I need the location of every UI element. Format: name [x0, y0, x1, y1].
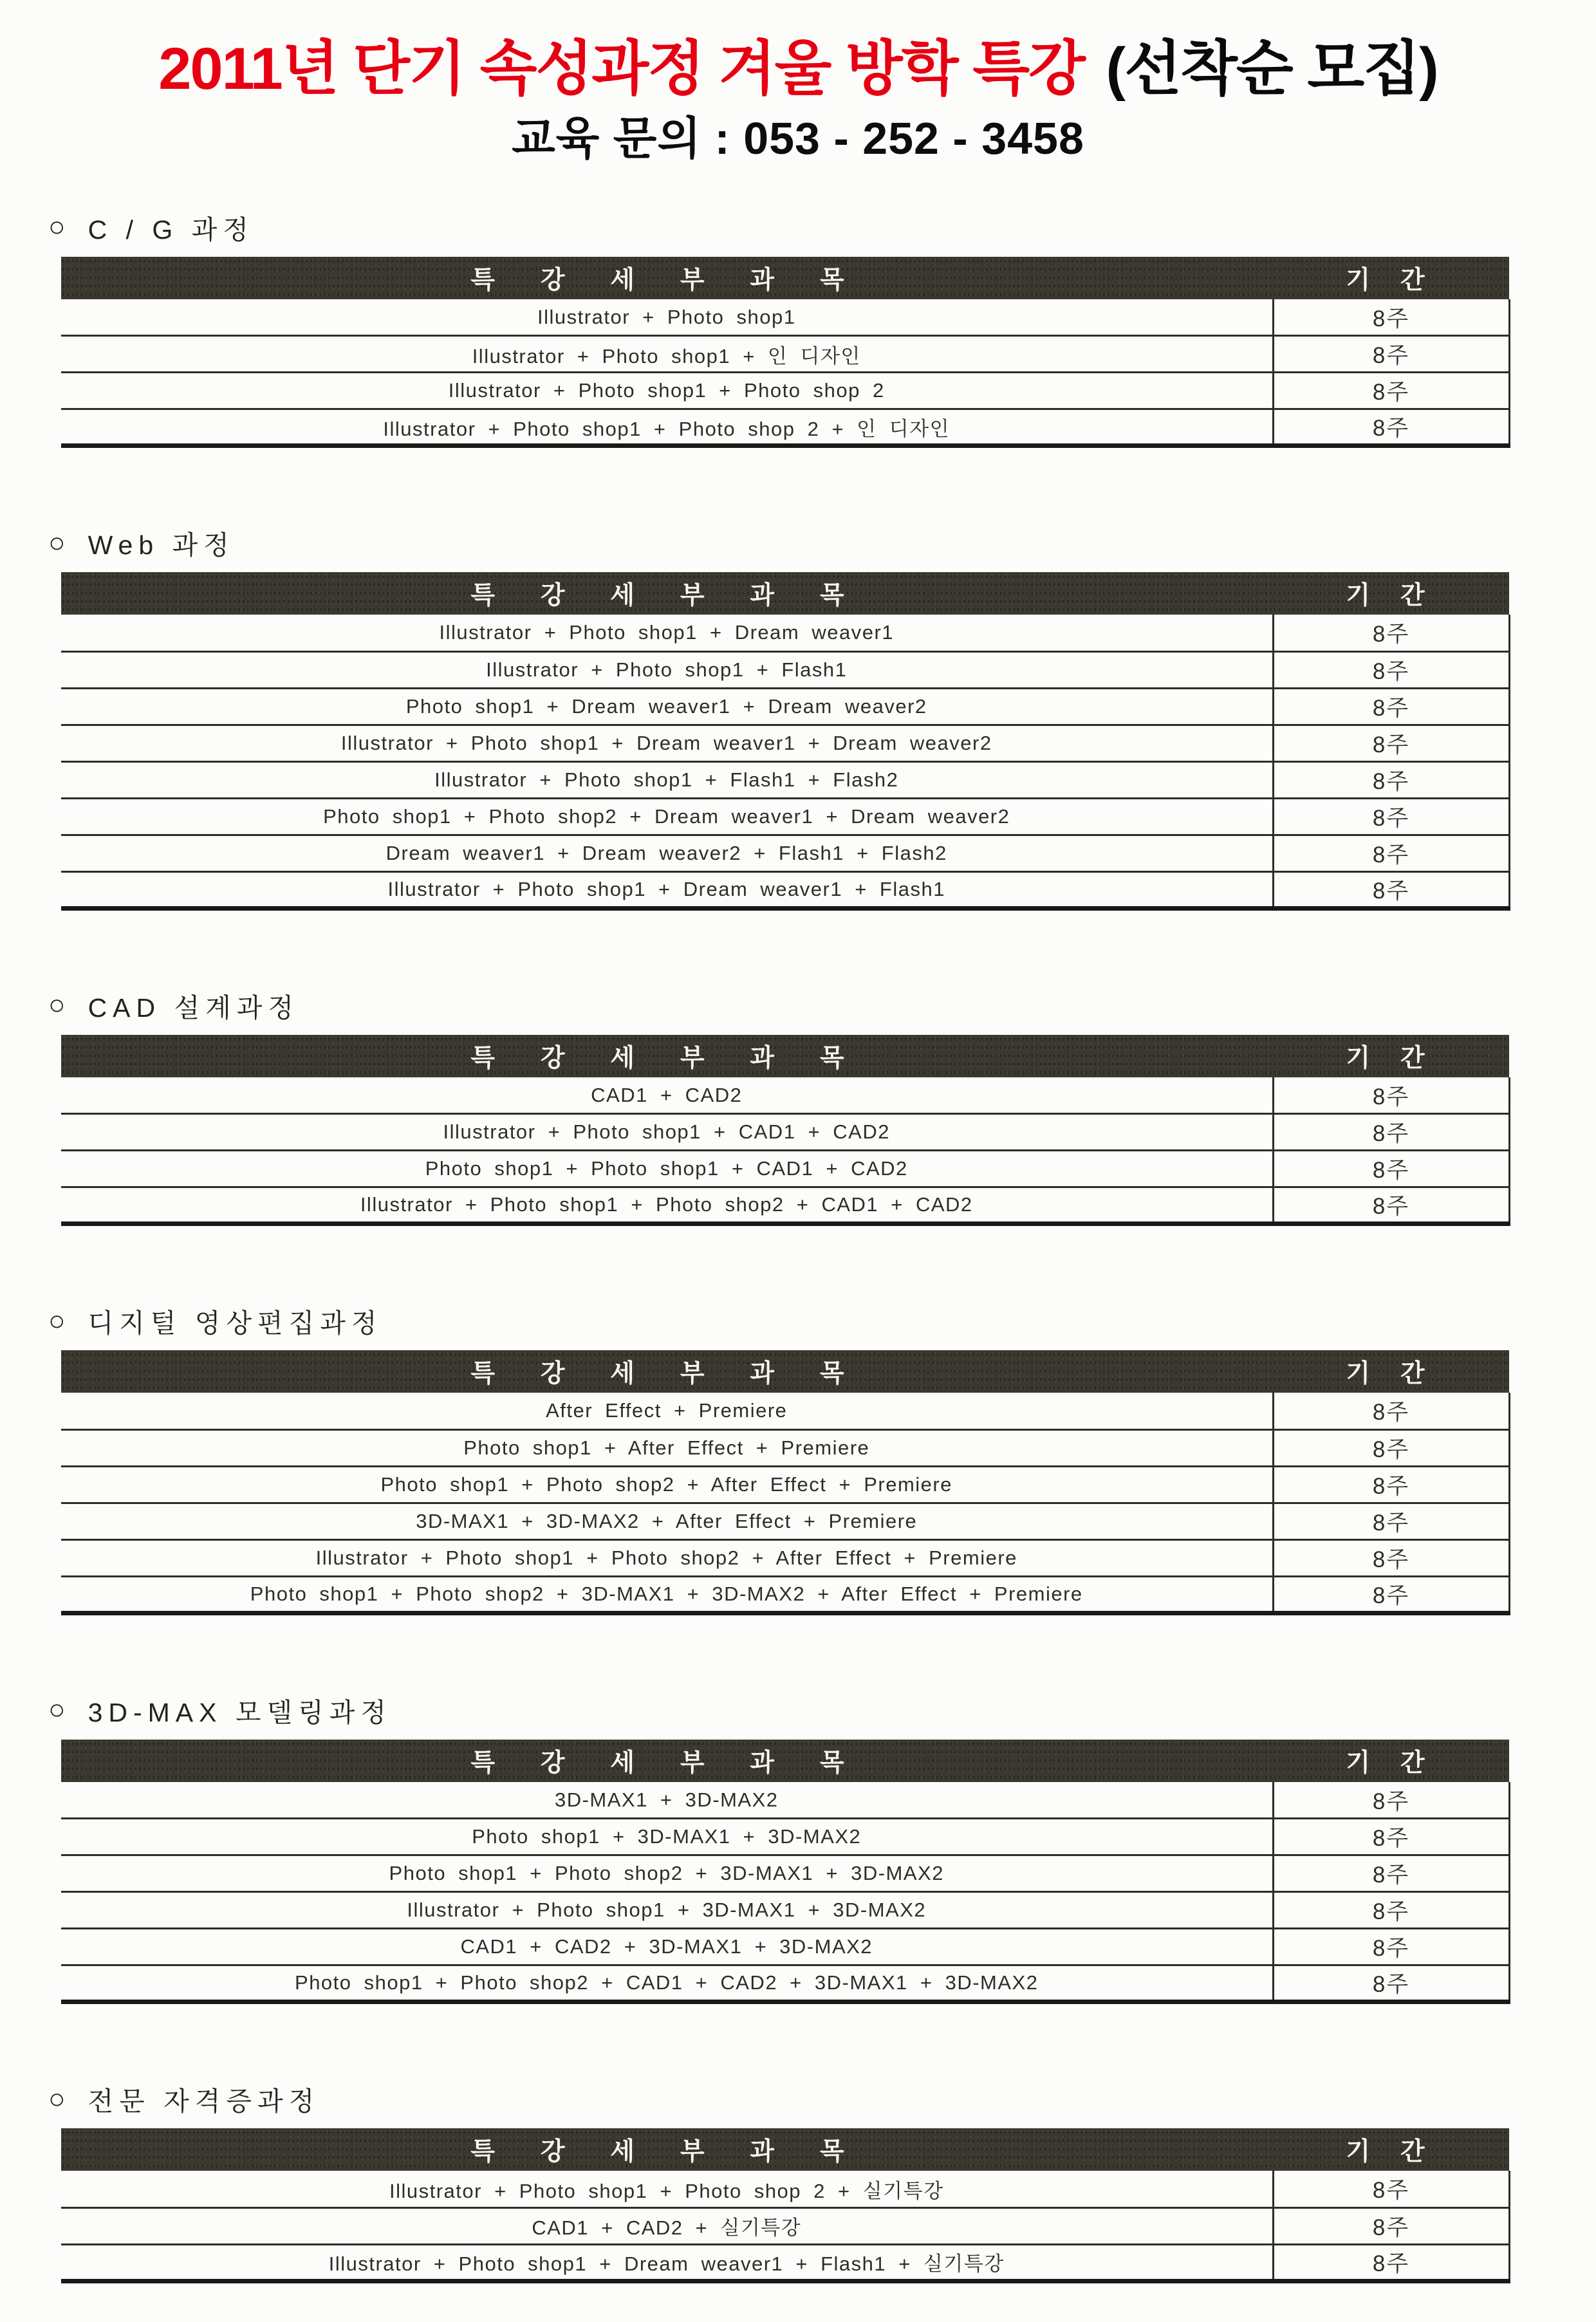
table-row — [61, 798, 1509, 835]
course-subject-cell: Illustrator + Photo shop1 + Flash1 — [61, 651, 1273, 688]
course-period-cell: 8주 — [1273, 1151, 1509, 1187]
table-row — [61, 2244, 1509, 2281]
page-title-black-text: (선착순 모집) — [1106, 36, 1438, 102]
course-table-body — [61, 1782, 1509, 2002]
course-subject-cell: Illustrator + Photo shop1 + Dream weaver1 — [61, 615, 1273, 651]
course-subject-cell: Illustrator + Photo shop1 + Photo shop 2 — [61, 373, 1273, 409]
circle-bullet-icon: ○ — [48, 1694, 71, 1726]
circle-bullet-icon: ○ — [48, 2083, 71, 2115]
table-header-row — [61, 1350, 1509, 1393]
table-row — [61, 2207, 1509, 2244]
course-subject-cell: Illustrator + Photo shop1 — [61, 299, 1273, 336]
table-row — [61, 835, 1509, 871]
course-subject-cell: Photo shop1 + Dream weaver1 + Dream weaver2 — [61, 688, 1273, 725]
course-period-cell: 8주 — [1273, 761, 1509, 798]
table-row — [61, 1819, 1509, 1855]
course-table — [61, 1035, 1510, 1227]
course-subject-cell: Photo shop1 + After Effect + Premiere — [61, 1429, 1273, 1466]
table-row — [61, 1539, 1509, 1576]
course-table — [61, 1350, 1510, 1615]
course-section — [48, 209, 1535, 449]
section-heading — [48, 1691, 1535, 1729]
circle-bullet-icon: ○ — [48, 211, 71, 243]
course-sections-container — [0, 209, 1596, 2322]
course-subject-cell: After Effect + Premiere — [61, 1393, 1273, 1429]
course-table — [61, 1740, 1510, 2005]
column-header-subject: 특 강 세 부 과 목 — [61, 1035, 1273, 1077]
course-period-cell: 8주 — [1273, 651, 1509, 688]
table-header-row — [61, 572, 1509, 615]
course-period-cell: 8주 — [1273, 2244, 1509, 2281]
course-period-cell: 8주 — [1273, 1892, 1509, 1929]
course-period-cell: 8주 — [1273, 615, 1509, 651]
table-row — [61, 1114, 1509, 1151]
circle-bullet-icon: ○ — [48, 1305, 71, 1337]
column-header-subject: 특 강 세 부 과 목 — [61, 2128, 1273, 2171]
course-subject-cell: Photo shop1 + Photo shop1 + CAD1 + CAD2 — [61, 1151, 1273, 1187]
column-header-period: 기 간 — [1273, 257, 1509, 299]
course-subject-cell: Illustrator + Photo shop1 + Dream weaver1 + Flash1 + 실기특강 — [61, 2244, 1273, 2281]
column-header-subject: 특 강 세 부 과 목 — [61, 572, 1273, 615]
scanned-flyer-page — [0, 33, 1596, 2322]
column-header-period: 기 간 — [1273, 1740, 1509, 1782]
table-row — [61, 2171, 1509, 2207]
course-subject-cell: 3D-MAX1 + 3D-MAX2 + After Effect + Premiere — [61, 1503, 1273, 1539]
column-header-subject: 특 강 세 부 과 목 — [61, 1350, 1273, 1393]
table-row — [61, 1187, 1509, 1224]
course-subject-cell: Illustrator + Photo shop1 + Photo shop 2 + 실기특강 — [61, 2171, 1273, 2207]
course-period-cell: 8주 — [1273, 1429, 1509, 1466]
page-title — [0, 33, 1596, 104]
table-row — [61, 336, 1509, 373]
table-row — [61, 1929, 1509, 1965]
course-subject-cell: Illustrator + Photo shop1 + Dream weaver1 + Flash1 — [61, 871, 1273, 908]
course-period-cell: 8주 — [1273, 2171, 1509, 2207]
section-heading-label: 3D-MAX 모델링과정 — [88, 1697, 392, 1727]
course-subject-cell: Photo shop1 + 3D-MAX1 + 3D-MAX2 — [61, 1819, 1273, 1855]
course-subject-cell: Illustrator + Photo shop1 + 3D-MAX1 + 3D-MAX2 — [61, 1892, 1273, 1929]
course-subject-cell: Illustrator + Photo shop1 + Dream weaver1 + Dream weaver2 — [61, 725, 1273, 761]
table-header-row — [61, 1740, 1509, 1782]
course-period-cell: 8주 — [1273, 1819, 1509, 1855]
course-subject-cell: Photo shop1 + Photo shop2 + 3D-MAX1 + 3D-MAX2 — [61, 1855, 1273, 1892]
course-period-cell: 8주 — [1273, 299, 1509, 336]
course-period-cell: 8주 — [1273, 835, 1509, 871]
section-heading — [48, 209, 1535, 246]
table-row — [61, 1077, 1509, 1114]
table-row — [61, 725, 1509, 761]
column-header-period: 기 간 — [1273, 1350, 1509, 1393]
course-subject-cell: 3D-MAX1 + 3D-MAX2 — [61, 1782, 1273, 1819]
table-row — [61, 373, 1509, 409]
course-subject-cell: CAD1 + CAD2 + 실기특강 — [61, 2207, 1273, 2244]
table-row — [61, 1782, 1509, 1819]
course-table — [61, 2128, 1510, 2283]
course-subject-cell: Illustrator + Photo shop1 + Photo shop2 + After Effect + Premiere — [61, 1539, 1273, 1576]
section-heading-label: C / G 과정 — [88, 214, 254, 245]
course-subject-cell: Illustrator + Photo shop1 + Flash1 + Flash2 — [61, 761, 1273, 798]
table-row — [61, 1429, 1509, 1466]
course-period-cell: 8주 — [1273, 688, 1509, 725]
table-row — [61, 651, 1509, 688]
course-table-body — [61, 299, 1509, 446]
column-header-period: 기 간 — [1273, 1035, 1509, 1077]
table-row — [61, 1965, 1509, 2002]
course-section — [48, 1302, 1535, 1615]
course-section — [48, 987, 1535, 1227]
course-subject-cell: CAD1 + CAD2 — [61, 1077, 1273, 1114]
course-period-cell: 8주 — [1273, 1929, 1509, 1965]
course-table-body — [61, 615, 1509, 908]
course-period-cell: 8주 — [1273, 1077, 1509, 1114]
course-period-cell: 8주 — [1273, 1393, 1509, 1429]
table-row — [61, 1466, 1509, 1503]
course-period-cell: 8주 — [1273, 1503, 1509, 1539]
table-row — [61, 688, 1509, 725]
course-period-cell: 8주 — [1273, 1466, 1509, 1503]
section-heading-label: Web 과정 — [88, 530, 235, 561]
table-row — [61, 1855, 1509, 1892]
table-row — [61, 299, 1509, 336]
table-row — [61, 1576, 1509, 1613]
course-subject-cell: Dream weaver1 + Dream weaver2 + Flash1 + Flash2 — [61, 835, 1273, 871]
course-period-cell: 8주 — [1273, 409, 1509, 446]
course-period-cell: 8주 — [1273, 1187, 1509, 1224]
column-header-period: 기 간 — [1273, 572, 1509, 615]
course-period-cell: 8주 — [1273, 1855, 1509, 1892]
course-table — [61, 572, 1510, 911]
table-row — [61, 1393, 1509, 1429]
course-period-cell: 8주 — [1273, 1576, 1509, 1613]
course-section — [48, 2080, 1535, 2283]
course-subject-cell: Photo shop1 + Photo shop2 + CAD1 + CAD2 + 3D-MAX1 + 3D-MAX2 — [61, 1965, 1273, 2002]
table-row — [61, 871, 1509, 908]
column-header-subject: 특 강 세 부 과 목 — [61, 1740, 1273, 1782]
course-subject-cell: Photo shop1 + Photo shop2 + 3D-MAX1 + 3D-MAX2 + After Effect + Premiere — [61, 1576, 1273, 1613]
course-subject-cell: Photo shop1 + Photo shop2 + After Effect + Premiere — [61, 1466, 1273, 1503]
table-row — [61, 409, 1509, 446]
course-subject-cell: Illustrator + Photo shop1 + Photo shop 2 + 인 디자인 — [61, 409, 1273, 446]
contact-phone-line: 교육 문의 : 053 - 252 - 3458 — [512, 113, 1084, 164]
column-header-period: 기 간 — [1273, 2128, 1509, 2171]
course-subject-cell: Illustrator + Photo shop1 + 인 디자인 — [61, 336, 1273, 373]
column-header-subject: 특 강 세 부 과 목 — [61, 257, 1273, 299]
course-table-body — [61, 1393, 1509, 1613]
table-row — [61, 615, 1509, 651]
section-heading — [48, 2080, 1535, 2118]
course-period-cell: 8주 — [1273, 1782, 1509, 1819]
course-table-body — [61, 2171, 1509, 2281]
course-period-cell: 8주 — [1273, 2207, 1509, 2244]
course-period-cell: 8주 — [1273, 336, 1509, 373]
course-table-body — [61, 1077, 1509, 1224]
course-period-cell: 8주 — [1273, 1965, 1509, 2002]
table-row — [61, 1151, 1509, 1187]
course-subject-cell: CAD1 + CAD2 + 3D-MAX1 + 3D-MAX2 — [61, 1929, 1273, 1965]
section-heading — [48, 1302, 1535, 1340]
table-row — [61, 761, 1509, 798]
table-header-row — [61, 257, 1509, 299]
section-heading-label: 디지털 영상편집과정 — [88, 1308, 383, 1339]
circle-bullet-icon: ○ — [48, 989, 71, 1021]
course-section — [48, 524, 1535, 911]
course-period-cell: 8주 — [1273, 373, 1509, 409]
circle-bullet-icon: ○ — [48, 526, 71, 559]
page-title-red-text: 2011년 단기 속성과정 겨울 방학 특강 — [158, 36, 1084, 102]
table-header-row — [61, 2128, 1509, 2171]
course-period-cell: 8주 — [1273, 1539, 1509, 1576]
course-subject-cell: Illustrator + Photo shop1 + CAD1 + CAD2 — [61, 1114, 1273, 1151]
section-heading-label: 전문 자격증과정 — [88, 2086, 320, 2117]
course-subject-cell: Photo shop1 + Photo shop2 + Dream weaver1 + Dream weaver2 — [61, 798, 1273, 835]
course-subject-cell: Illustrator + Photo shop1 + Photo shop2 + CAD1 + CAD2 — [61, 1187, 1273, 1224]
course-period-cell: 8주 — [1273, 871, 1509, 908]
course-period-cell: 8주 — [1273, 725, 1509, 761]
section-heading-label: CAD 설계과정 — [88, 992, 299, 1023]
course-section — [48, 1691, 1535, 2005]
table-header-row — [61, 1035, 1509, 1077]
section-heading — [48, 987, 1535, 1025]
course-period-cell: 8주 — [1273, 1114, 1509, 1151]
table-row — [61, 1503, 1509, 1539]
section-heading — [48, 524, 1535, 562]
table-row — [61, 1892, 1509, 1929]
course-period-cell: 8주 — [1273, 798, 1509, 835]
course-table — [61, 257, 1510, 449]
